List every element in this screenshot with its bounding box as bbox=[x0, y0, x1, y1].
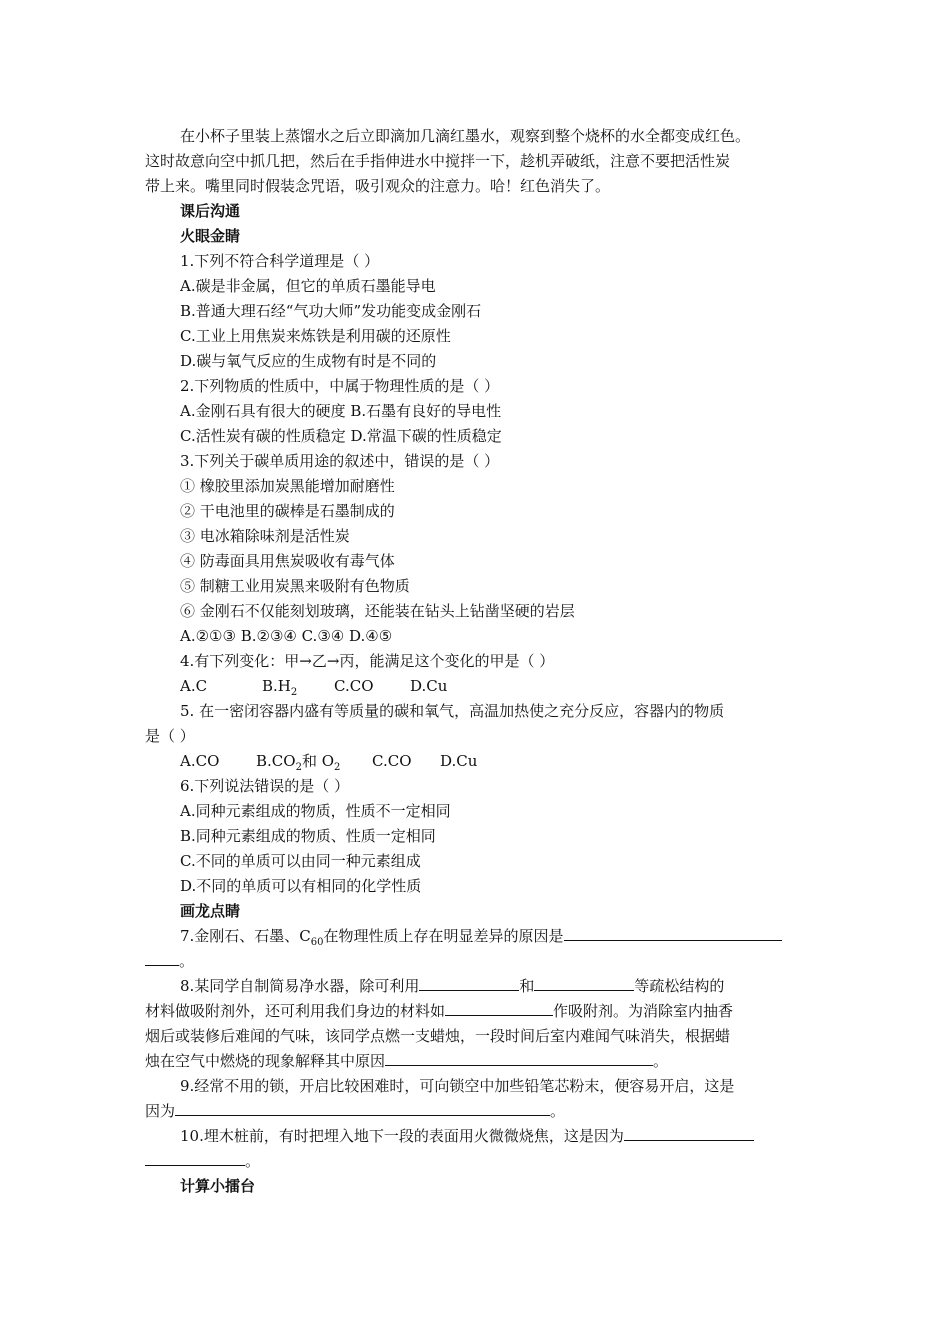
q5-option-d: D.Cu bbox=[440, 752, 478, 770]
q10-line-2: 。 bbox=[145, 1150, 260, 1172]
q7-line-2: 。 bbox=[145, 950, 194, 972]
q2-stem: 2.下列物质的性质中，中属于物理性质的是（ ） bbox=[180, 377, 500, 395]
q3-stem: 3.下列关于碳单质用途的叙述中，错误的是（ ） bbox=[180, 452, 500, 470]
q9-answer-blank[interactable] bbox=[175, 1101, 550, 1116]
q8-line-2: 材料做吸附剂外，还可利用我们身边的材料如 作吸附剂。为消除室内抽香 bbox=[145, 1002, 734, 1020]
q3-item-2: ② 干电池里的碳棒是石墨制成的 bbox=[180, 502, 395, 520]
q8-answer-blank-3[interactable] bbox=[445, 1001, 553, 1016]
q8-answer-blank-1[interactable] bbox=[419, 976, 519, 991]
q9-line-2: 因为 。 bbox=[145, 1102, 566, 1120]
q1-option-a: A.碳是非金属，但它的单质石墨能导电 bbox=[180, 277, 436, 295]
q5-stem-line-1: 5. 在一密闭容器内盛有等质量的碳和氧气，高温加热使之充分反应，容器内的物质 bbox=[180, 702, 725, 720]
intro-line-2: 这时故意向空中抓几把，然后在手指伸进水中搅拌一下，趁机弄破纸，注意不要把活性炭 bbox=[145, 152, 731, 170]
q4-options bbox=[180, 675, 447, 697]
q6-option-a: A.同种元素组成的物质，性质不一定相同 bbox=[180, 802, 451, 820]
q4-option-d: D.Cu bbox=[410, 677, 448, 695]
section-heading-sharp-eyes: 火眼金睛 bbox=[180, 227, 241, 245]
q8-line-3: 烟后或装修后难闻的气味，该同学点燃一支蜡烛，一段时间后室内难闻气味消失，根据蜡 bbox=[145, 1027, 731, 1045]
q7-line-1: 7.金刚石、石墨、$C_{60}$在物理性质上存在明显差异的原因是 bbox=[180, 925, 782, 947]
q5-option-b: $B.CO_2$和 $O_2$ bbox=[256, 752, 341, 773]
q9-line-1: 9.经常不用的锁，开启比较困难时，可向锁空中加些铅笔芯粉末，便容易开启，这是 bbox=[180, 1077, 735, 1095]
q6-option-b: B.同种元素组成的物质、性质一定相同 bbox=[180, 827, 436, 845]
q10-answer-blank-cont[interactable] bbox=[145, 1151, 245, 1166]
intro-line-1: 在小杯子里装上蒸馏水之后立即滴加几滴红墨水，观察到整个烧杯的水全都变成红色。 bbox=[180, 127, 751, 145]
section-heading-finishing-touch: 画龙点睛 bbox=[180, 902, 241, 920]
q8-line-1: 8.某同学自制简易净水器，除可利用 和 等疏松结构的 bbox=[180, 977, 725, 995]
q6-stem: 6.下列说法错误的是（ ） bbox=[180, 777, 350, 795]
intro-line-3: 带上来。嘴里同时假装念咒语，吸引观众的注意力。哈！红色消失了。 bbox=[145, 177, 611, 195]
q6-option-c: C.不同的单质可以由同一种元素组成 bbox=[180, 852, 421, 870]
q7-answer-blank-cont[interactable] bbox=[145, 951, 179, 966]
q8-line-4: 烛在空气中燃烧的现象解释其中原因 。 bbox=[145, 1052, 669, 1070]
q2-options-ab: A.金刚石具有很大的硬度 B.石墨有良好的导电性 bbox=[180, 402, 502, 420]
q1-stem: 1.下列不符合科学道理是（ ） bbox=[180, 252, 380, 270]
q3-item-5: ⑤ 制糖工业用炭黑来吸附有色物质 bbox=[180, 577, 410, 595]
q2-options-cd: C.活性炭有碳的性质稳定 D.常温下碳的性质稳定 bbox=[180, 427, 502, 445]
q3-options: A.②①③ B.②③④ C.③④ D.④⑤ bbox=[180, 627, 393, 645]
q1-option-c: C.工业上用焦炭来炼铁是利用碳的还原性 bbox=[180, 327, 451, 345]
section-heading-calculation: 计算小擂台 bbox=[180, 1177, 256, 1195]
q5-options bbox=[180, 750, 477, 772]
q8-answer-blank-2[interactable] bbox=[534, 976, 634, 991]
q4-option-a: A.C bbox=[180, 677, 208, 695]
section-heading-after-class: 课后沟通 bbox=[180, 202, 241, 220]
q10-answer-blank[interactable] bbox=[624, 1126, 754, 1141]
q4-option-b: $B.H_2$ bbox=[262, 677, 298, 698]
q5-stem-line-2: 是（ ） bbox=[145, 727, 195, 745]
q7-answer-blank[interactable] bbox=[564, 926, 782, 941]
q6-option-d: D.不同的单质可以有相同的化学性质 bbox=[180, 877, 422, 895]
q10-line-1: 10.埋木桩前，有时把埋入地下一段的表面用火微微烧焦，这是因为 bbox=[180, 1125, 754, 1147]
q1-option-b: B.普通大理石经“气功大师”发功能变成金刚石 bbox=[180, 302, 482, 320]
q1-option-d: D.碳与氧气反应的生成物有时是不同的 bbox=[180, 352, 437, 370]
q3-item-1: ① 橡胶里添加炭黑能增加耐磨性 bbox=[180, 477, 395, 495]
q3-item-3: ③ 电冰箱除味剂是活性炭 bbox=[180, 527, 350, 545]
q5-option-c: C.CO bbox=[372, 752, 412, 770]
q4-option-c: C.CO bbox=[334, 677, 374, 695]
q3-item-4: ④ 防毒面具用焦炭吸收有毒气体 bbox=[180, 552, 395, 570]
q5-option-a: A.CO bbox=[180, 752, 220, 770]
q8-answer-blank-4[interactable] bbox=[385, 1051, 653, 1066]
q3-item-6: ⑥ 金刚石不仅能刻划玻璃，还能装在钻头上钻凿坚硬的岩层 bbox=[180, 602, 575, 620]
q4-stem: 4.有下列变化：甲→乙→丙，能满足这个变化的甲是（ ） bbox=[180, 652, 555, 670]
